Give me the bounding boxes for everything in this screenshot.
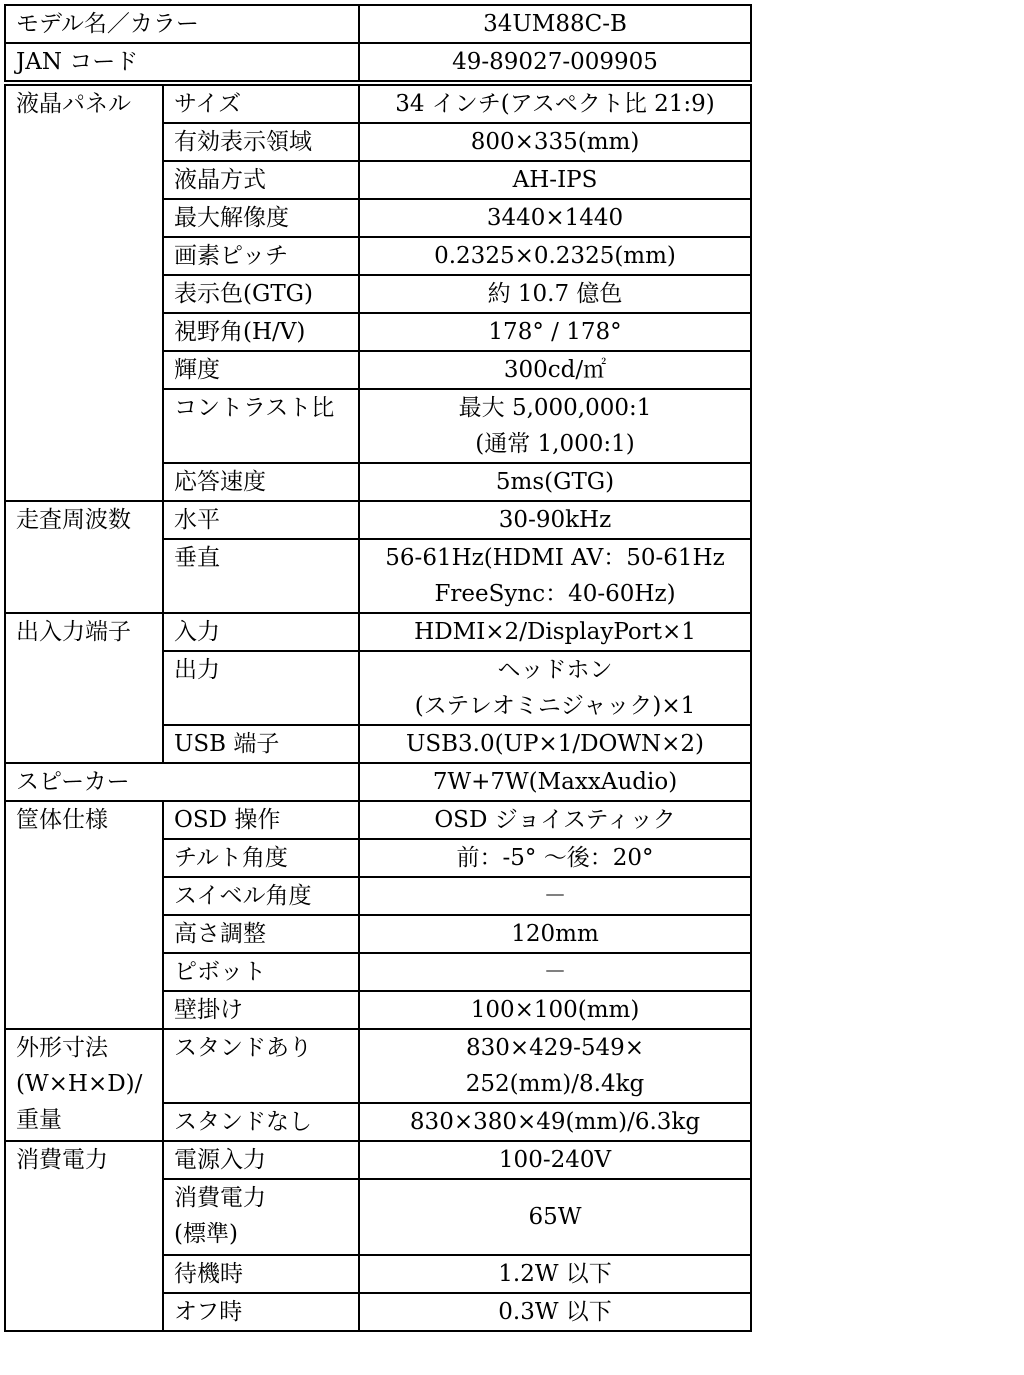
spec-label: チルト角度	[163, 839, 359, 877]
spec-value: 0.3W 以下	[359, 1293, 751, 1331]
table-row	[5, 5, 751, 43]
spec-value: 178° / 178°	[359, 313, 751, 351]
model-value: 34UM88C-B	[359, 5, 751, 43]
table-row	[5, 1141, 751, 1179]
spec-label: 水平	[163, 501, 359, 539]
spec-value: 5ms(GTG)	[359, 463, 751, 501]
category-io: 出入力端子	[5, 613, 163, 763]
spec-label: 最大解像度	[163, 199, 359, 237]
category-line: (W×H×D)/	[16, 1071, 143, 1097]
spec-label: 壁掛け	[163, 991, 359, 1029]
spec-value: AH-IPS	[359, 161, 751, 199]
spec-label	[163, 1179, 359, 1255]
spec-label: 高さ調整	[163, 915, 359, 953]
spec-value: USB3.0(UP×1/DOWN×2)	[359, 725, 751, 763]
spec-label: オフ時	[163, 1293, 359, 1331]
spec-value: 1.2W 以下	[359, 1255, 751, 1293]
table-row	[5, 501, 751, 539]
spec-value: 800×335(mm)	[359, 123, 751, 161]
spec-value: 前：-5° ～後：20°	[359, 839, 751, 877]
spec-value: 65W	[359, 1179, 751, 1255]
spec-label: サイズ	[163, 83, 359, 123]
spec-label: 輝度	[163, 351, 359, 389]
speaker-value: 7W+7W(MaxxAudio)	[359, 763, 751, 801]
spec-value: 30-90kHz	[359, 501, 751, 539]
spec-value: 120mm	[359, 915, 751, 953]
spec-label: 画素ピッチ	[163, 237, 359, 275]
category-panel: 液晶パネル	[5, 83, 163, 501]
jan-value: 49-89027-009905	[359, 43, 751, 83]
spec-label-line: 消費電力	[174, 1185, 266, 1211]
category-line: 外形寸法	[16, 1035, 108, 1061]
spec-value: 約 10.7 億色	[359, 275, 751, 313]
spec-value: 300cd/㎡	[359, 351, 751, 389]
spec-value: 830×380×49(mm)/6.3kg	[359, 1103, 751, 1141]
table-row	[5, 43, 751, 83]
speaker-label: スピーカー	[5, 763, 359, 801]
table-row	[5, 1029, 751, 1103]
spec-label: コントラスト比	[163, 389, 359, 463]
spec-value-line: 252(mm)/8.4kg	[465, 1071, 645, 1097]
category-chassis: 筐体仕様	[5, 801, 163, 1029]
spec-value	[359, 539, 751, 613]
spec-label: 垂直	[163, 539, 359, 613]
spec-value	[359, 651, 751, 725]
spec-value-line: (通常 1,000:1)	[475, 431, 635, 457]
spec-value-line: ヘッドホン	[497, 657, 613, 683]
spec-value: －	[359, 877, 751, 915]
spec-value-line: (ステレオミニジャック)×1	[414, 693, 696, 719]
table-row	[5, 801, 751, 839]
spec-label: 液晶方式	[163, 161, 359, 199]
spec-value	[359, 1029, 751, 1103]
spec-value-line: 830×429-549×	[466, 1035, 645, 1061]
spec-label: 表示色(GTG)	[163, 275, 359, 313]
jan-label: JAN コード	[5, 43, 359, 83]
table-row	[5, 613, 751, 651]
spec-label: 入力	[163, 613, 359, 651]
spec-label: 有効表示領域	[163, 123, 359, 161]
table-row	[5, 763, 751, 801]
spec-value: －	[359, 953, 751, 991]
spec-value: 100×100(mm)	[359, 991, 751, 1029]
model-label: モデル名／カラー	[5, 5, 359, 43]
spec-value: 100-240V	[359, 1141, 751, 1179]
spec-label: ピボット	[163, 953, 359, 991]
spec-label: スイベル角度	[163, 877, 359, 915]
spec-label: スタンドなし	[163, 1103, 359, 1141]
table-row	[5, 83, 751, 123]
spec-label: 待機時	[163, 1255, 359, 1293]
spec-value: HDMI×2/DisplayPort×1	[359, 613, 751, 651]
category-power: 消費電力	[5, 1141, 163, 1331]
spec-label: USB 端子	[163, 725, 359, 763]
category-scan: 走査周波数	[5, 501, 163, 613]
spec-value-line: 56-61Hz(HDMI AV：50-61Hz	[385, 545, 725, 571]
spec-value: 34 インチ(アスペクト比 21:9)	[359, 83, 751, 123]
spec-label: 応答速度	[163, 463, 359, 501]
spec-label: 電源入力	[163, 1141, 359, 1179]
spec-label-line: (標準)	[174, 1221, 238, 1247]
spec-value-line: FreeSync：40-60Hz)	[434, 581, 676, 607]
spec-value: 0.2325×0.2325(mm)	[359, 237, 751, 275]
spec-label: 出力	[163, 651, 359, 725]
spec-label: 視野角(H/V)	[163, 313, 359, 351]
spec-label: スタンドあり	[163, 1029, 359, 1103]
category-dimensions	[5, 1029, 163, 1141]
spec-value-line: 最大 5,000,000:1	[458, 395, 652, 421]
spec-label: OSD 操作	[163, 801, 359, 839]
spec-value	[359, 389, 751, 463]
spec-value: 3440×1440	[359, 199, 751, 237]
category-line: 重量	[16, 1107, 62, 1133]
spec-table	[4, 4, 752, 1332]
spec-value: OSD ジョイスティック	[359, 801, 751, 839]
